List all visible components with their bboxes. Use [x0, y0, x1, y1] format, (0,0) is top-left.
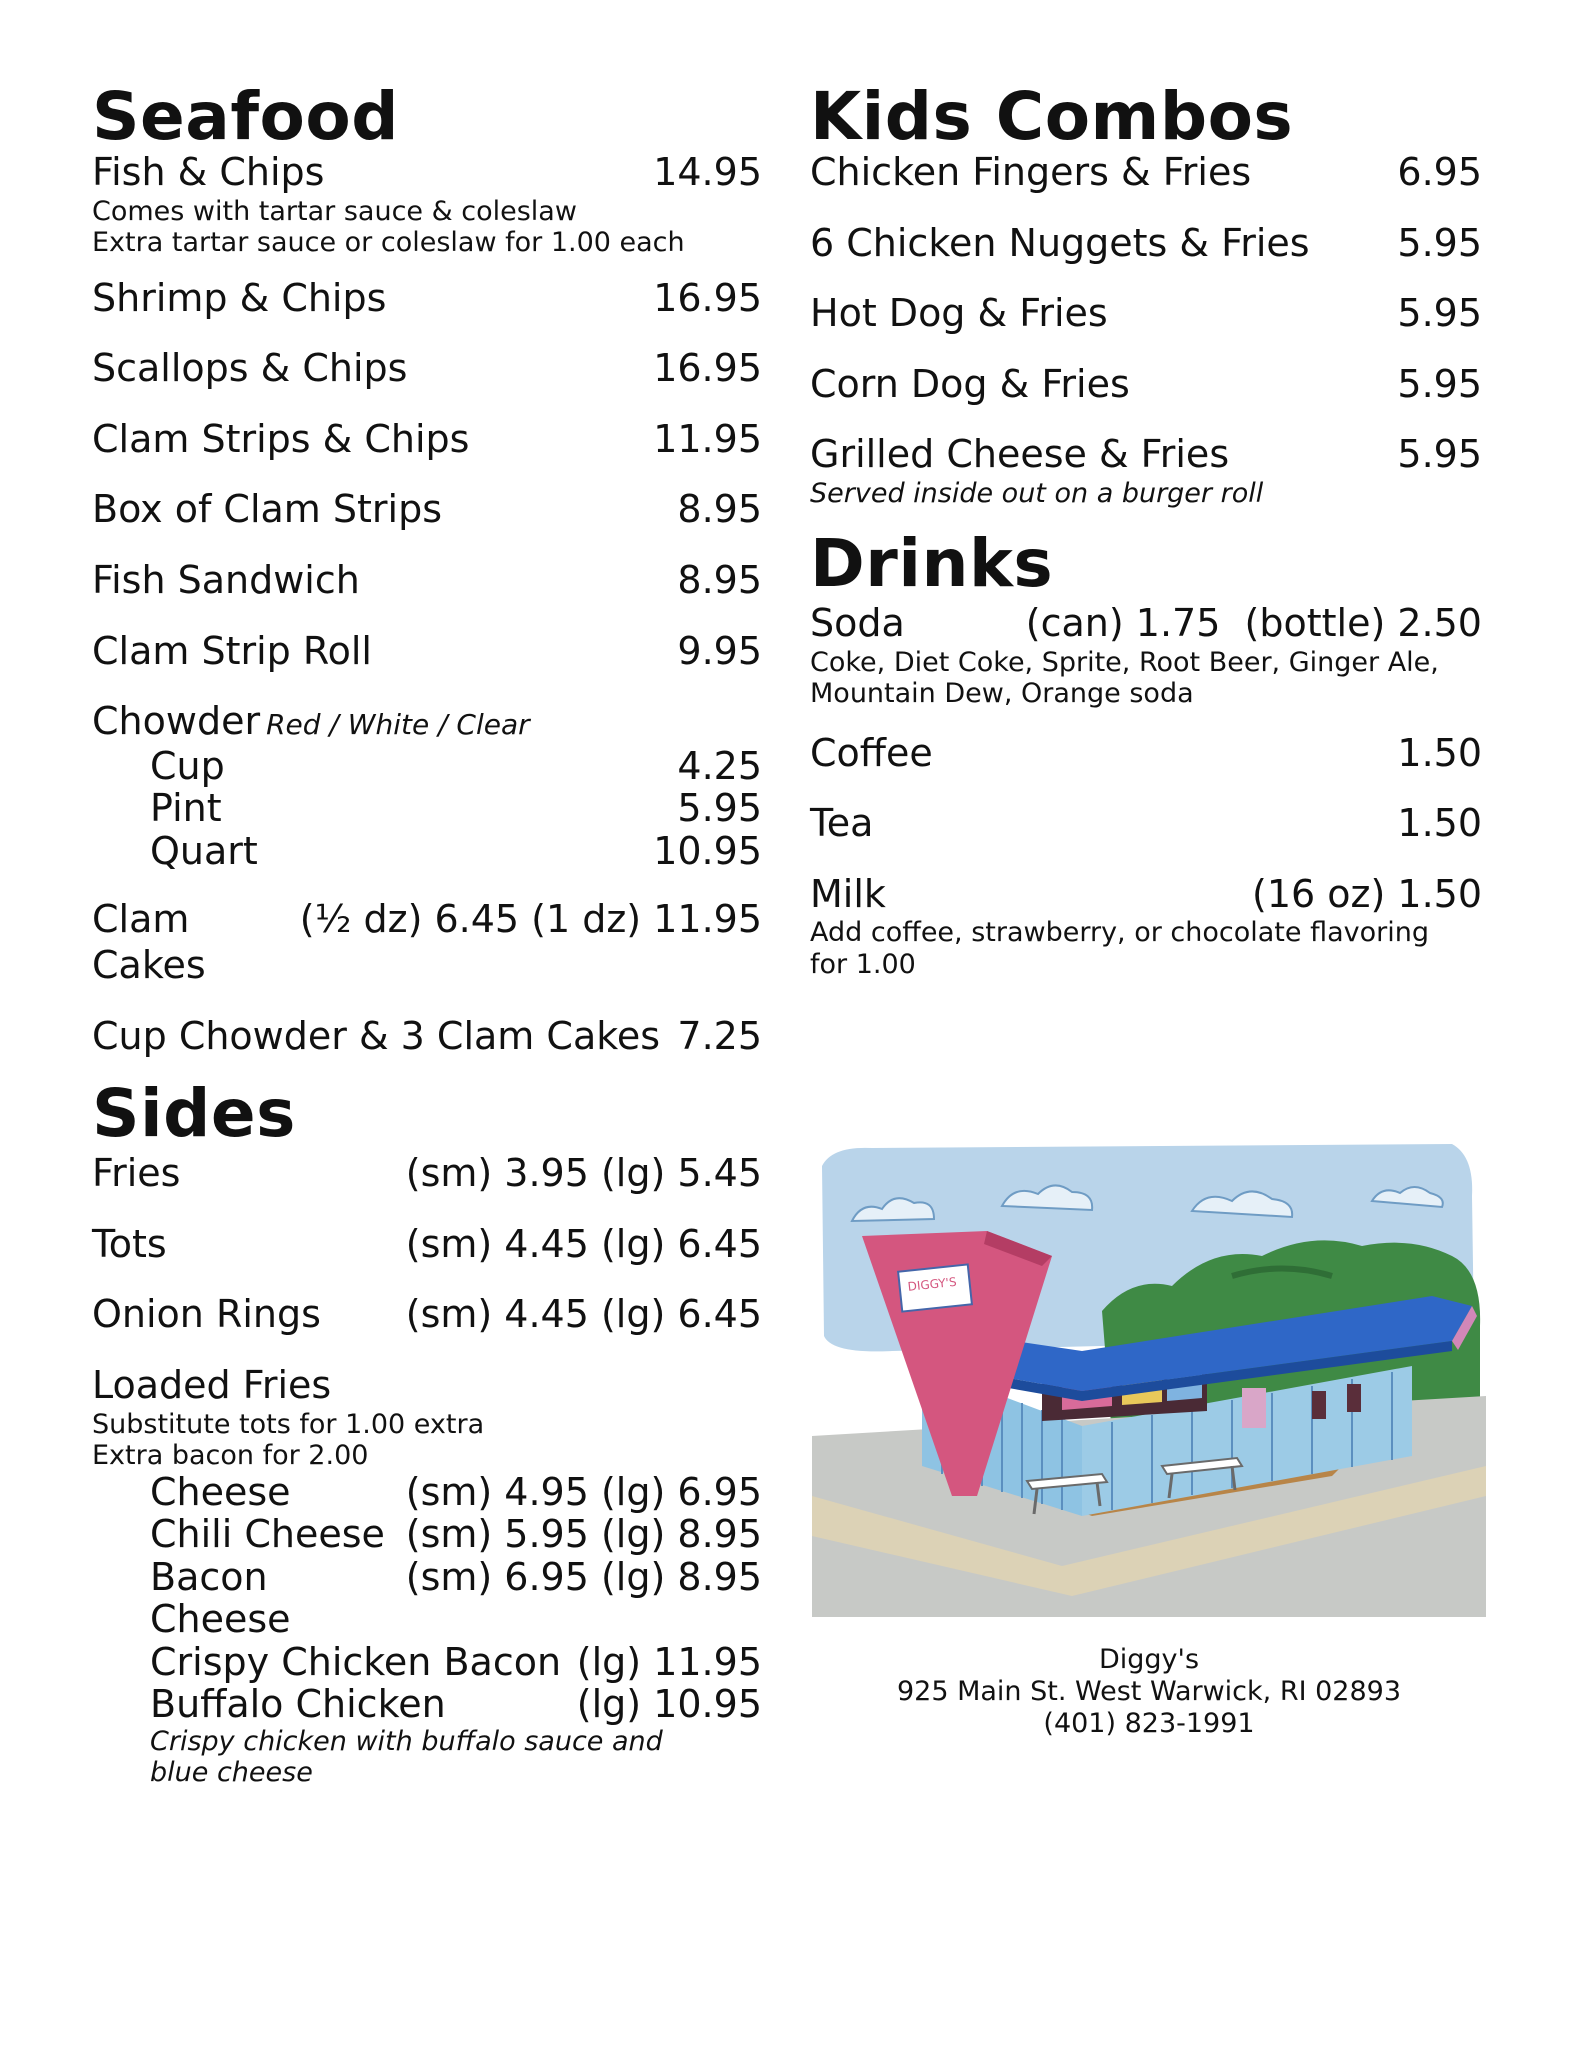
chowder-types: Red / White / Clear — [266, 708, 530, 742]
item-price: (½ dz) 6.45 (1 dz) 11.95 — [299, 897, 762, 942]
item-name: Tots — [92, 1221, 167, 1266]
item-price: 7.25 — [677, 1013, 762, 1058]
item-price: 5.95 — [1397, 361, 1482, 406]
menu-item-combo — [92, 1014, 762, 1060]
sign-text: DIGGY'S — [906, 1274, 958, 1294]
item-note: Coke, Diet Coke, Sprite, Root Beer, Ginger Ale, — [810, 646, 1439, 678]
item-name: Box of Clam Strips — [92, 487, 443, 532]
sides-heading: Sides — [92, 1075, 296, 1153]
variant-name: Bacon Cheese — [150, 1554, 291, 1642]
item-note: Served inside out on a burger roll — [810, 477, 1264, 509]
menu-item — [92, 1292, 762, 1338]
item-note: Add coffee, strawberry, or chocolate flavoring — [810, 917, 1429, 949]
size-price: 4.25 — [677, 743, 762, 788]
item-price: (can) 1.75 (bottle) 2.50 — [1025, 601, 1482, 646]
size-price: 5.95 — [677, 786, 762, 831]
menu-item-milk — [810, 872, 1482, 980]
size-name: Cup — [150, 743, 225, 788]
menu-item — [810, 150, 1482, 196]
menu-item — [92, 1222, 762, 1268]
item-name: Shrimp & Chips — [92, 275, 387, 320]
menu-item — [92, 558, 762, 604]
variant-name: Cheese — [150, 1469, 291, 1514]
item-price: 5.95 — [1397, 291, 1482, 336]
item-name: Cup Chowder & 3 Clam Cakes — [92, 1013, 661, 1058]
menu-item — [810, 731, 1482, 777]
variant-price: (sm) 5.95 (lg) 8.95 — [405, 1512, 762, 1557]
item-name: Clam Strip Roll — [92, 628, 372, 673]
right-column — [810, 78, 1482, 980]
item-note: Extra tartar sauce or coleslaw for 1.00 each — [92, 226, 685, 258]
variant-price: (lg) 10.95 — [576, 1682, 762, 1727]
menu-item — [92, 346, 762, 392]
item-name: Coffee — [810, 730, 933, 775]
restaurant-address: 925 Main St. West Warwick, RI 02893 — [896, 1675, 1402, 1707]
menu-item-loaded-fries — [92, 1363, 762, 1788]
item-price: 14.95 — [653, 150, 762, 194]
item-name: Chicken Fingers & Fries — [810, 150, 1252, 194]
item-name: Soda — [810, 601, 905, 646]
menu-item — [810, 221, 1482, 267]
item-name: Milk — [810, 871, 886, 916]
restaurant-illustration — [812, 1136, 1486, 1617]
item-note: Substitute tots for 1.00 extra — [92, 1408, 485, 1440]
size-row — [150, 745, 762, 788]
item-price: 6.95 — [1397, 150, 1482, 194]
item-name: Onion Rings — [92, 1292, 321, 1337]
item-price: 8.95 — [677, 558, 762, 603]
item-price: 1.50 — [1397, 730, 1482, 775]
menu-item — [92, 629, 762, 675]
menu-item — [810, 362, 1482, 408]
loaded-variants — [92, 1471, 762, 1788]
restaurant-info — [812, 1644, 1486, 1740]
variant-row — [150, 1556, 762, 1641]
item-price: (16 oz) 1.50 — [1252, 871, 1482, 916]
menu-item — [92, 487, 762, 533]
item-price: 9.95 — [677, 628, 762, 673]
menu-item — [810, 291, 1482, 337]
menu-item — [810, 801, 1482, 847]
size-name: Pint — [150, 786, 222, 831]
chowder-sizes — [92, 745, 762, 873]
item-name: Clam Strips & Chips — [92, 416, 470, 461]
variant-name: Chili Cheese — [150, 1512, 385, 1557]
item-note: Comes with tartar sauce & coleslaw — [92, 195, 577, 227]
item-price: (sm) 4.45 (lg) 6.45 — [405, 1221, 762, 1266]
item-name: Clam Cakes — [92, 897, 206, 988]
item-name: Grilled Cheese & Fries — [810, 432, 1230, 477]
item-name: Fish & Chips — [92, 150, 325, 194]
item-price: 5.95 — [1397, 220, 1482, 265]
variant-price: (sm) 4.95 (lg) 6.95 — [405, 1469, 762, 1514]
variant-name: Buffalo Chicken — [150, 1682, 446, 1727]
item-note: Mountain Dew, Orange soda — [810, 677, 1194, 709]
size-price: 10.95 — [653, 828, 762, 873]
variant-row — [150, 1683, 762, 1726]
item-price: 8.95 — [677, 487, 762, 532]
item-name: Loaded Fries — [92, 1363, 332, 1408]
variant-price: (lg) 11.95 — [576, 1639, 762, 1684]
seafood-heading: Seafood — [92, 78, 399, 155]
item-name: Fish Sandwich — [92, 558, 360, 603]
variant-row — [150, 1513, 762, 1556]
menu-item — [92, 276, 762, 322]
restaurant-phone: (401) 823-1991 — [1043, 1707, 1255, 1739]
variant-name: Crispy Chicken Bacon — [150, 1639, 562, 1684]
item-price: 11.95 — [653, 416, 762, 461]
variant-row — [150, 1641, 762, 1684]
menu-item-clam-cakes — [92, 897, 762, 988]
item-name: Corn Dog & Fries — [810, 361, 1130, 406]
size-row — [150, 787, 762, 830]
size-name: Quart — [150, 828, 258, 873]
item-price: (sm) 3.95 (lg) 5.45 — [405, 1151, 762, 1196]
item-note: for 1.00 — [810, 948, 916, 980]
item-price: (sm) 4.45 (lg) 6.45 — [405, 1292, 762, 1337]
menu-item-chowder — [92, 699, 762, 872]
menu-item-grilled-cheese — [810, 432, 1482, 509]
item-price: 5.95 — [1397, 432, 1482, 477]
item-price: 1.50 — [1397, 801, 1482, 846]
buffalo-note: Crispy chicken with buffalo sauce and blue cheese — [150, 1726, 663, 1789]
item-note: Extra bacon for 2.00 — [92, 1439, 369, 1471]
kids-combos-heading: Kids Combos — [810, 78, 1294, 155]
menu-item — [92, 417, 762, 463]
item-name: Scallops & Chips — [92, 346, 408, 391]
item-name: Hot Dog & Fries — [810, 291, 1108, 336]
drinks-heading: Drinks — [810, 525, 1054, 603]
item-name: Tea — [810, 801, 874, 846]
left-column — [92, 78, 762, 1789]
menu-item — [92, 1151, 762, 1197]
menu-item-soda — [810, 601, 1482, 709]
item-name: Fries — [92, 1151, 181, 1196]
restaurant-name: Diggy's — [1098, 1644, 1200, 1675]
menu-item-fish-chips — [92, 150, 762, 258]
item-price: 16.95 — [653, 275, 762, 320]
item-name: 6 Chicken Nuggets & Fries — [810, 220, 1310, 265]
item-price: 16.95 — [653, 346, 762, 391]
variant-row — [150, 1471, 762, 1514]
item-name: Chowder — [92, 699, 261, 744]
size-row — [150, 830, 762, 873]
variant-price: (sm) 6.95 (lg) 8.95 — [405, 1554, 762, 1599]
